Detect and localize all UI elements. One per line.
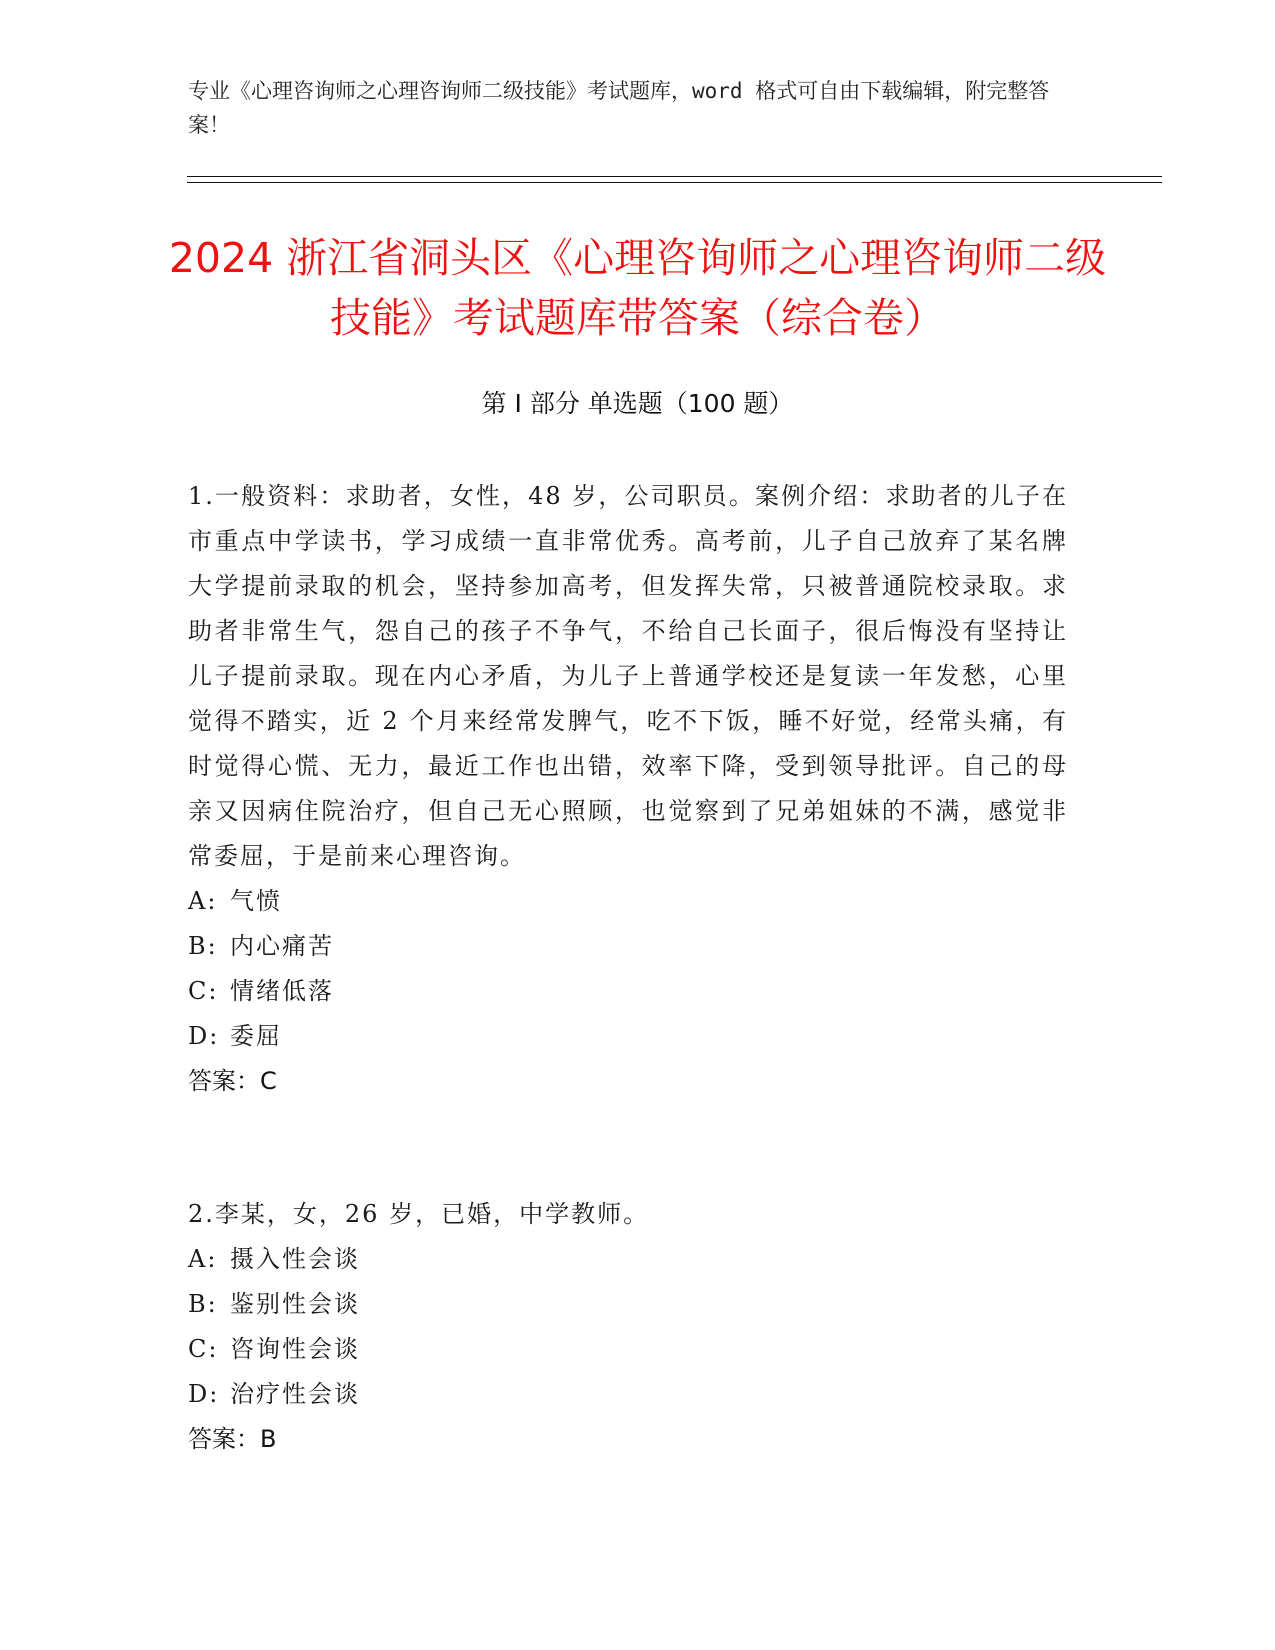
header-divider bbox=[187, 176, 1162, 177]
question-block bbox=[188, 474, 1068, 1104]
option-text: 内心痛苦 bbox=[230, 932, 334, 960]
option-text: 治疗性会谈 bbox=[230, 1380, 360, 1408]
option-key: C: bbox=[188, 977, 219, 1005]
option-a bbox=[188, 879, 1068, 924]
option-key: D: bbox=[188, 1380, 220, 1408]
option-text: 摄入性会谈 bbox=[230, 1245, 360, 1273]
option-key: B: bbox=[188, 932, 218, 960]
option-text: 气愤 bbox=[230, 887, 282, 915]
option-text: 情绪低落 bbox=[230, 977, 334, 1005]
answer-line: 答案：C bbox=[188, 1067, 277, 1095]
option-b bbox=[188, 1282, 1068, 1327]
header-note: 专业《心理咨询师之心理咨询师二级技能》考试题库，word 格式可自由下载编辑，附完整答案！ bbox=[188, 79, 1050, 137]
section-title: 第 I 部分 单选题（100 题） bbox=[481, 389, 794, 418]
option-key: A: bbox=[188, 1245, 218, 1273]
question-stem: 1.一般资料：求助者，女性，48 岁，公司职员。案例介绍：求助者的儿子在市重点中学读书，学习成绩一直非常优秀。高考前，儿子自己放弃了某名牌大学提前录取的机会，坚持参加高考，但发挥失常，只被普通院校录取。求助者非常生气，怨自己的孩子不争气，不给自己长面子，很后悔没有坚持让儿子提前录取。现在内心矛盾，为儿子上普通学校还是复读一年发愁，心里觉得不踏实，近 2 个月来经常发脾气，吃不下饭，睡不好觉，经常头痛，有时觉得心慌、无力，最近工作也出错，效率下降，受到领导批评。自己的母亲又因病住院治疗，但自己无心照顾，也觉察到了兄弟姐妹的不满，感觉非常委屈，于是前来心理咨询。 bbox=[188, 482, 1068, 870]
option-d bbox=[188, 1372, 1068, 1417]
option-text: 委屈 bbox=[230, 1022, 282, 1050]
question-block bbox=[188, 1192, 1068, 1462]
document-title: 2024 浙江省洞头区《心理咨询师之心理咨询师二级技能》考试题库带答案（综合卷） bbox=[168, 234, 1107, 342]
option-text: 鉴别性会谈 bbox=[230, 1290, 360, 1318]
option-key: D: bbox=[188, 1022, 220, 1050]
answer-line: 答案：B bbox=[188, 1425, 277, 1453]
option-key: B: bbox=[188, 1290, 218, 1318]
header-divider bbox=[187, 182, 1162, 183]
question-stem: 2.李某，女，26 岁，已婚，中学教师。 bbox=[188, 1200, 650, 1228]
option-c bbox=[188, 969, 1068, 1014]
option-text: 咨询性会谈 bbox=[230, 1335, 360, 1363]
option-c bbox=[188, 1327, 1068, 1372]
option-a bbox=[188, 1237, 1068, 1282]
option-d bbox=[188, 1014, 1068, 1059]
option-key: A: bbox=[188, 887, 218, 915]
option-key: C: bbox=[188, 1335, 219, 1363]
option-b bbox=[188, 924, 1068, 969]
